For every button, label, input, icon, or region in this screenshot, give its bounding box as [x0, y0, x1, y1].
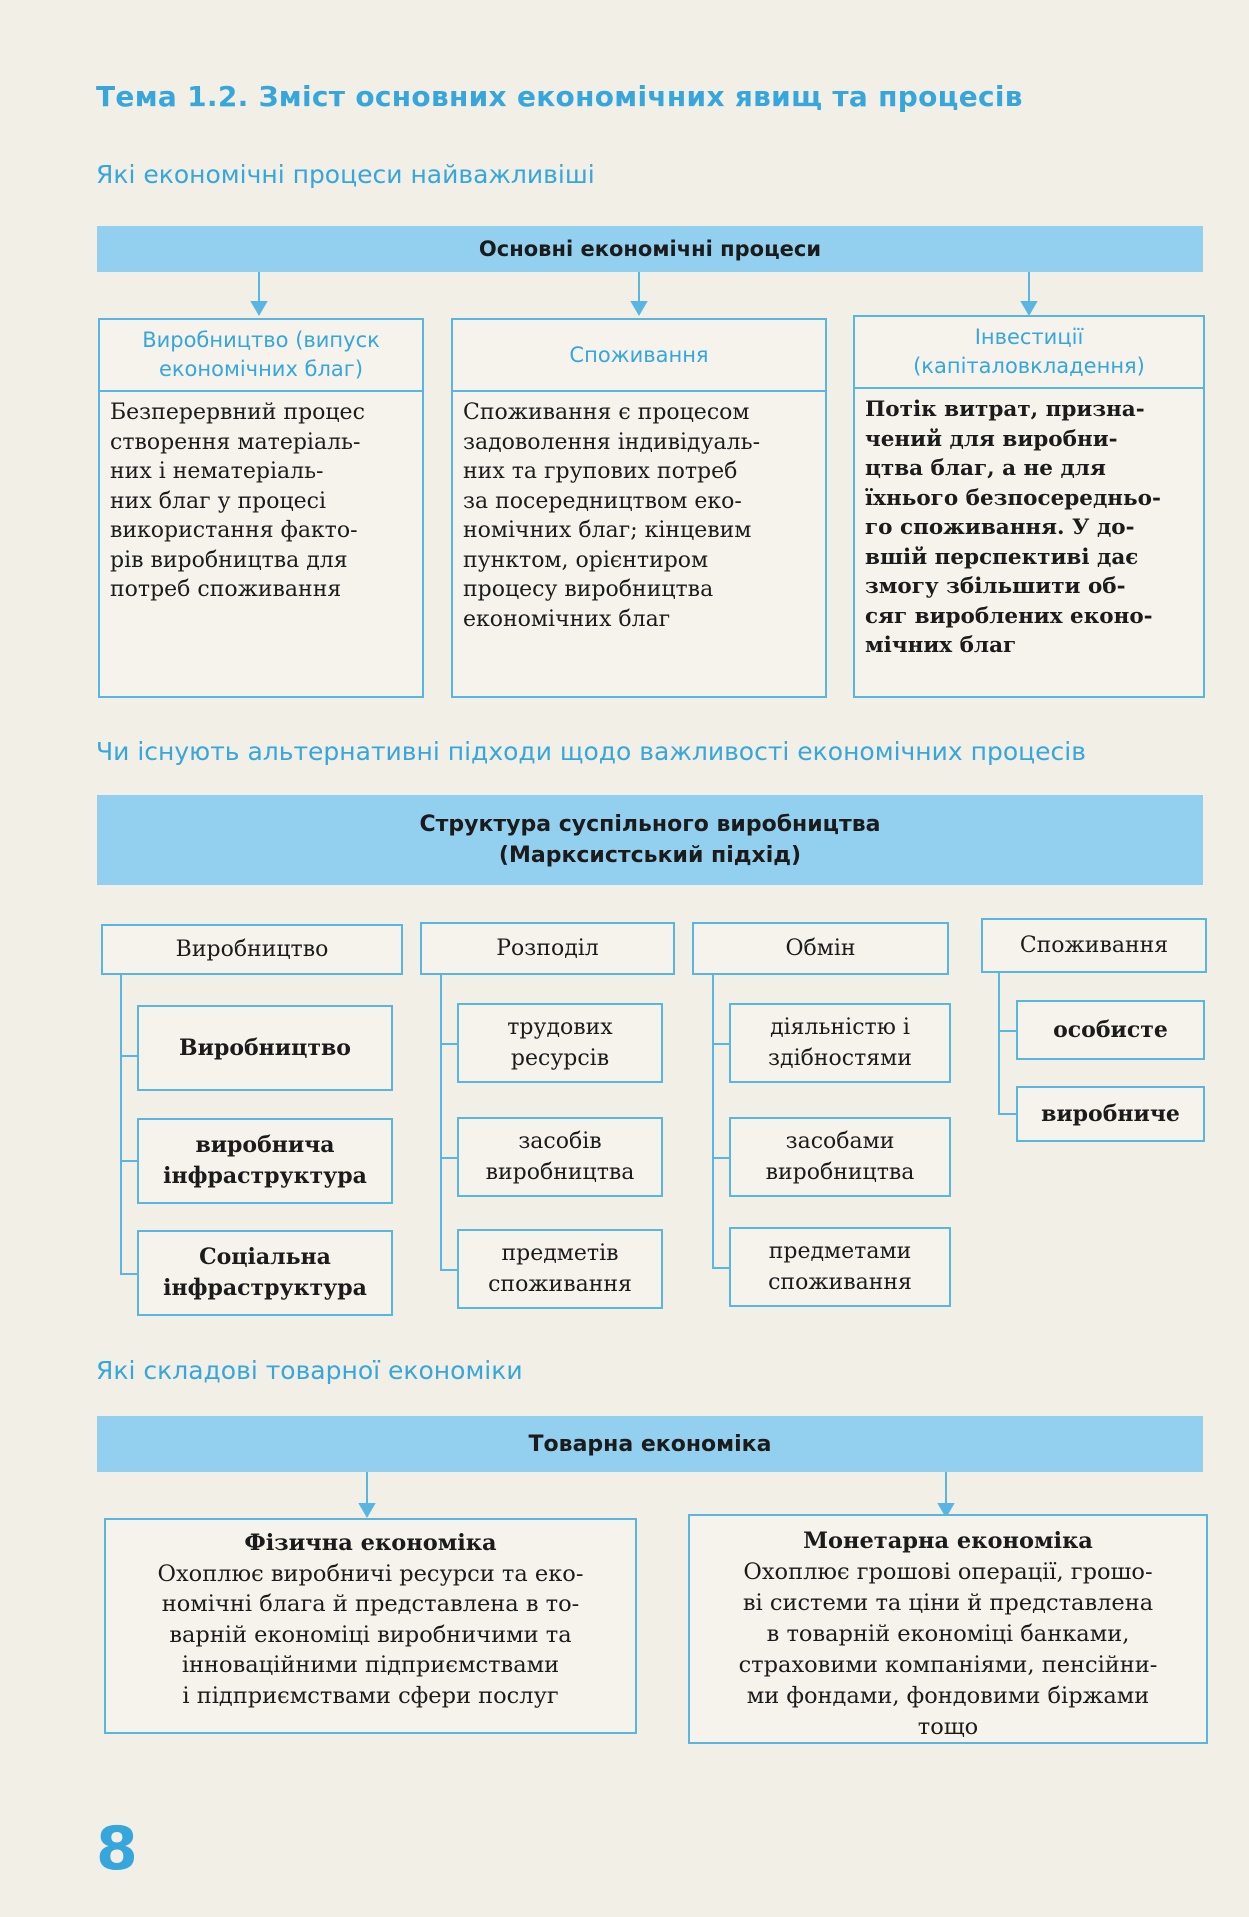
monetary-economy-text-line: в товарній економіці банками, — [766, 1621, 1130, 1647]
monetary-economy-text-line: Охоплює грошові операції, грошо- — [743, 1559, 1153, 1585]
box-investment-text-line: цтва благ, а не для — [865, 456, 1106, 481]
item-activity-abilities: діяльністю і здібностями — [729, 1003, 951, 1083]
box-production-text-line: використання факто- — [110, 518, 358, 543]
band1-arrows — [0, 272, 1249, 318]
box-consumption-text-line: процесу виробництва — [463, 577, 714, 602]
box-investment-text-line: го споживання. У до- — [865, 515, 1135, 540]
box-consumption-text-line: номічних благ; кінцевим — [463, 518, 752, 543]
question-commodity-economy: Які складові товарної економіки — [96, 1356, 523, 1385]
physical-economy-text-line: інноваційними підприємствами — [181, 1652, 560, 1678]
box-production-text-line: них благ у процесі — [110, 488, 327, 514]
box-investment-text-line: сяг вироблених еконо- — [865, 603, 1153, 629]
box-investment-text-line: чений для виробни- — [865, 426, 1118, 452]
item-means-of-production: засобів виробництва — [457, 1117, 663, 1197]
band-main-processes: Основні економічні процеси — [97, 226, 1203, 272]
box-investment-text-line: Потік витрат, призна- — [865, 397, 1145, 422]
box-investment-text-line: змогу збільшити об- — [865, 574, 1126, 599]
item-labor-resources: трудових ресурсів — [457, 1003, 663, 1083]
box-production-text-line: створення матеріаль- — [110, 429, 361, 455]
monetary-economy-text-line: тощо — [917, 1714, 979, 1740]
box-investment-header-line2: (капіталовкладення) — [913, 354, 1145, 378]
item-production-infrastructure: виробнича інфраструктура — [137, 1118, 393, 1204]
physical-economy-text-line: номічні блага й представлена в то- — [161, 1591, 580, 1617]
box-production-text-line: потреб споживання — [110, 577, 342, 602]
box-production-text-line: Безперервний процес — [110, 400, 365, 425]
column-head-consumption: Споживання — [981, 918, 1207, 973]
box-production-header-line2: економічних благ) — [158, 357, 364, 381]
box-production — [98, 318, 424, 698]
band-social-production-line2: (Марксистський підхід) — [498, 843, 802, 868]
item-exchange-consumer-goods: предметами споживання — [729, 1227, 951, 1307]
question-main-processes: Які економічні процеси найважливіші — [96, 160, 595, 189]
column-head-production: Виробництво — [101, 924, 403, 975]
box-investment-text-line: їхнього безпосередньо- — [865, 485, 1161, 511]
item-exchange-means-of-production: засобами виробництва — [729, 1117, 951, 1197]
band-commodity-economy: Товарна економіка — [97, 1416, 1203, 1472]
box-physical-economy — [104, 1518, 637, 1734]
physical-economy-text-line: і підприємствами сфери послуг — [182, 1682, 559, 1709]
item-social-infrastructure: Соціальна інфраструктура — [137, 1230, 393, 1316]
box-consumption-header: Споживання — [569, 342, 709, 367]
monetary-economy-text-line: страховими компаніями, пенсійни- — [738, 1652, 1158, 1678]
item-production: Виробництво — [137, 1005, 393, 1091]
item-personal: особисте — [1016, 1000, 1205, 1060]
column-head-distribution: Розподіл — [420, 922, 675, 975]
box-production-header-line1: Виробництво (випуск — [142, 328, 380, 352]
box-monetary-economy — [688, 1514, 1208, 1744]
band-social-production-line1: Структура суспільного виробництва — [419, 812, 881, 837]
box-consumption-text-line: задоволення індивідуаль- — [463, 429, 761, 455]
band-social-production — [97, 795, 1203, 885]
monetary-economy-title: Монетарна економіка — [803, 1528, 1093, 1554]
box-production-text-line: них і нематеріаль- — [110, 459, 324, 484]
box-investment-header-line1: Інвестиції — [974, 325, 1084, 349]
box-investment-text-line: вшій перспективі дає — [865, 544, 1139, 570]
box-consumption-text-line: економічних благ — [463, 606, 671, 632]
monetary-economy-text-line: ми фондами, фондовими біржами — [746, 1683, 1150, 1709]
monetary-economy-text-line: ві системи та ціни й представлена — [742, 1590, 1154, 1616]
box-investment-text-line: мічних благ — [865, 633, 1017, 658]
box-consumption-text-line: них та групових потреб — [463, 459, 738, 484]
page-title: Тема 1.2. Зміст основних економічних явищ та процесів — [96, 80, 1023, 113]
column-head-exchange: Обмін — [692, 922, 949, 975]
page-number: 8 — [96, 1814, 138, 1884]
box-consumption-text-line: пунктом, орієнтиром — [463, 547, 709, 573]
box-consumption — [451, 318, 827, 698]
question-alternative-approaches: Чи існують альтернативні підходи щодо важливості економічних процесів — [96, 737, 1086, 766]
physical-economy-text-line: варній економіці виробничими та — [169, 1621, 572, 1648]
box-consumption-text-line: Споживання є процесом — [463, 400, 750, 425]
item-productive: виробниче — [1016, 1086, 1205, 1142]
box-investment — [853, 315, 1205, 698]
box-consumption-text-line: за посередництвом еко- — [463, 488, 742, 514]
physical-economy-text-line: Охоплює виробничі ресурси та еко- — [157, 1560, 584, 1587]
item-consumer-goods: предметів споживання — [457, 1229, 663, 1309]
box-production-text-line: рів виробництва для — [110, 547, 348, 573]
physical-economy-title: Фізична економіка — [244, 1530, 497, 1556]
